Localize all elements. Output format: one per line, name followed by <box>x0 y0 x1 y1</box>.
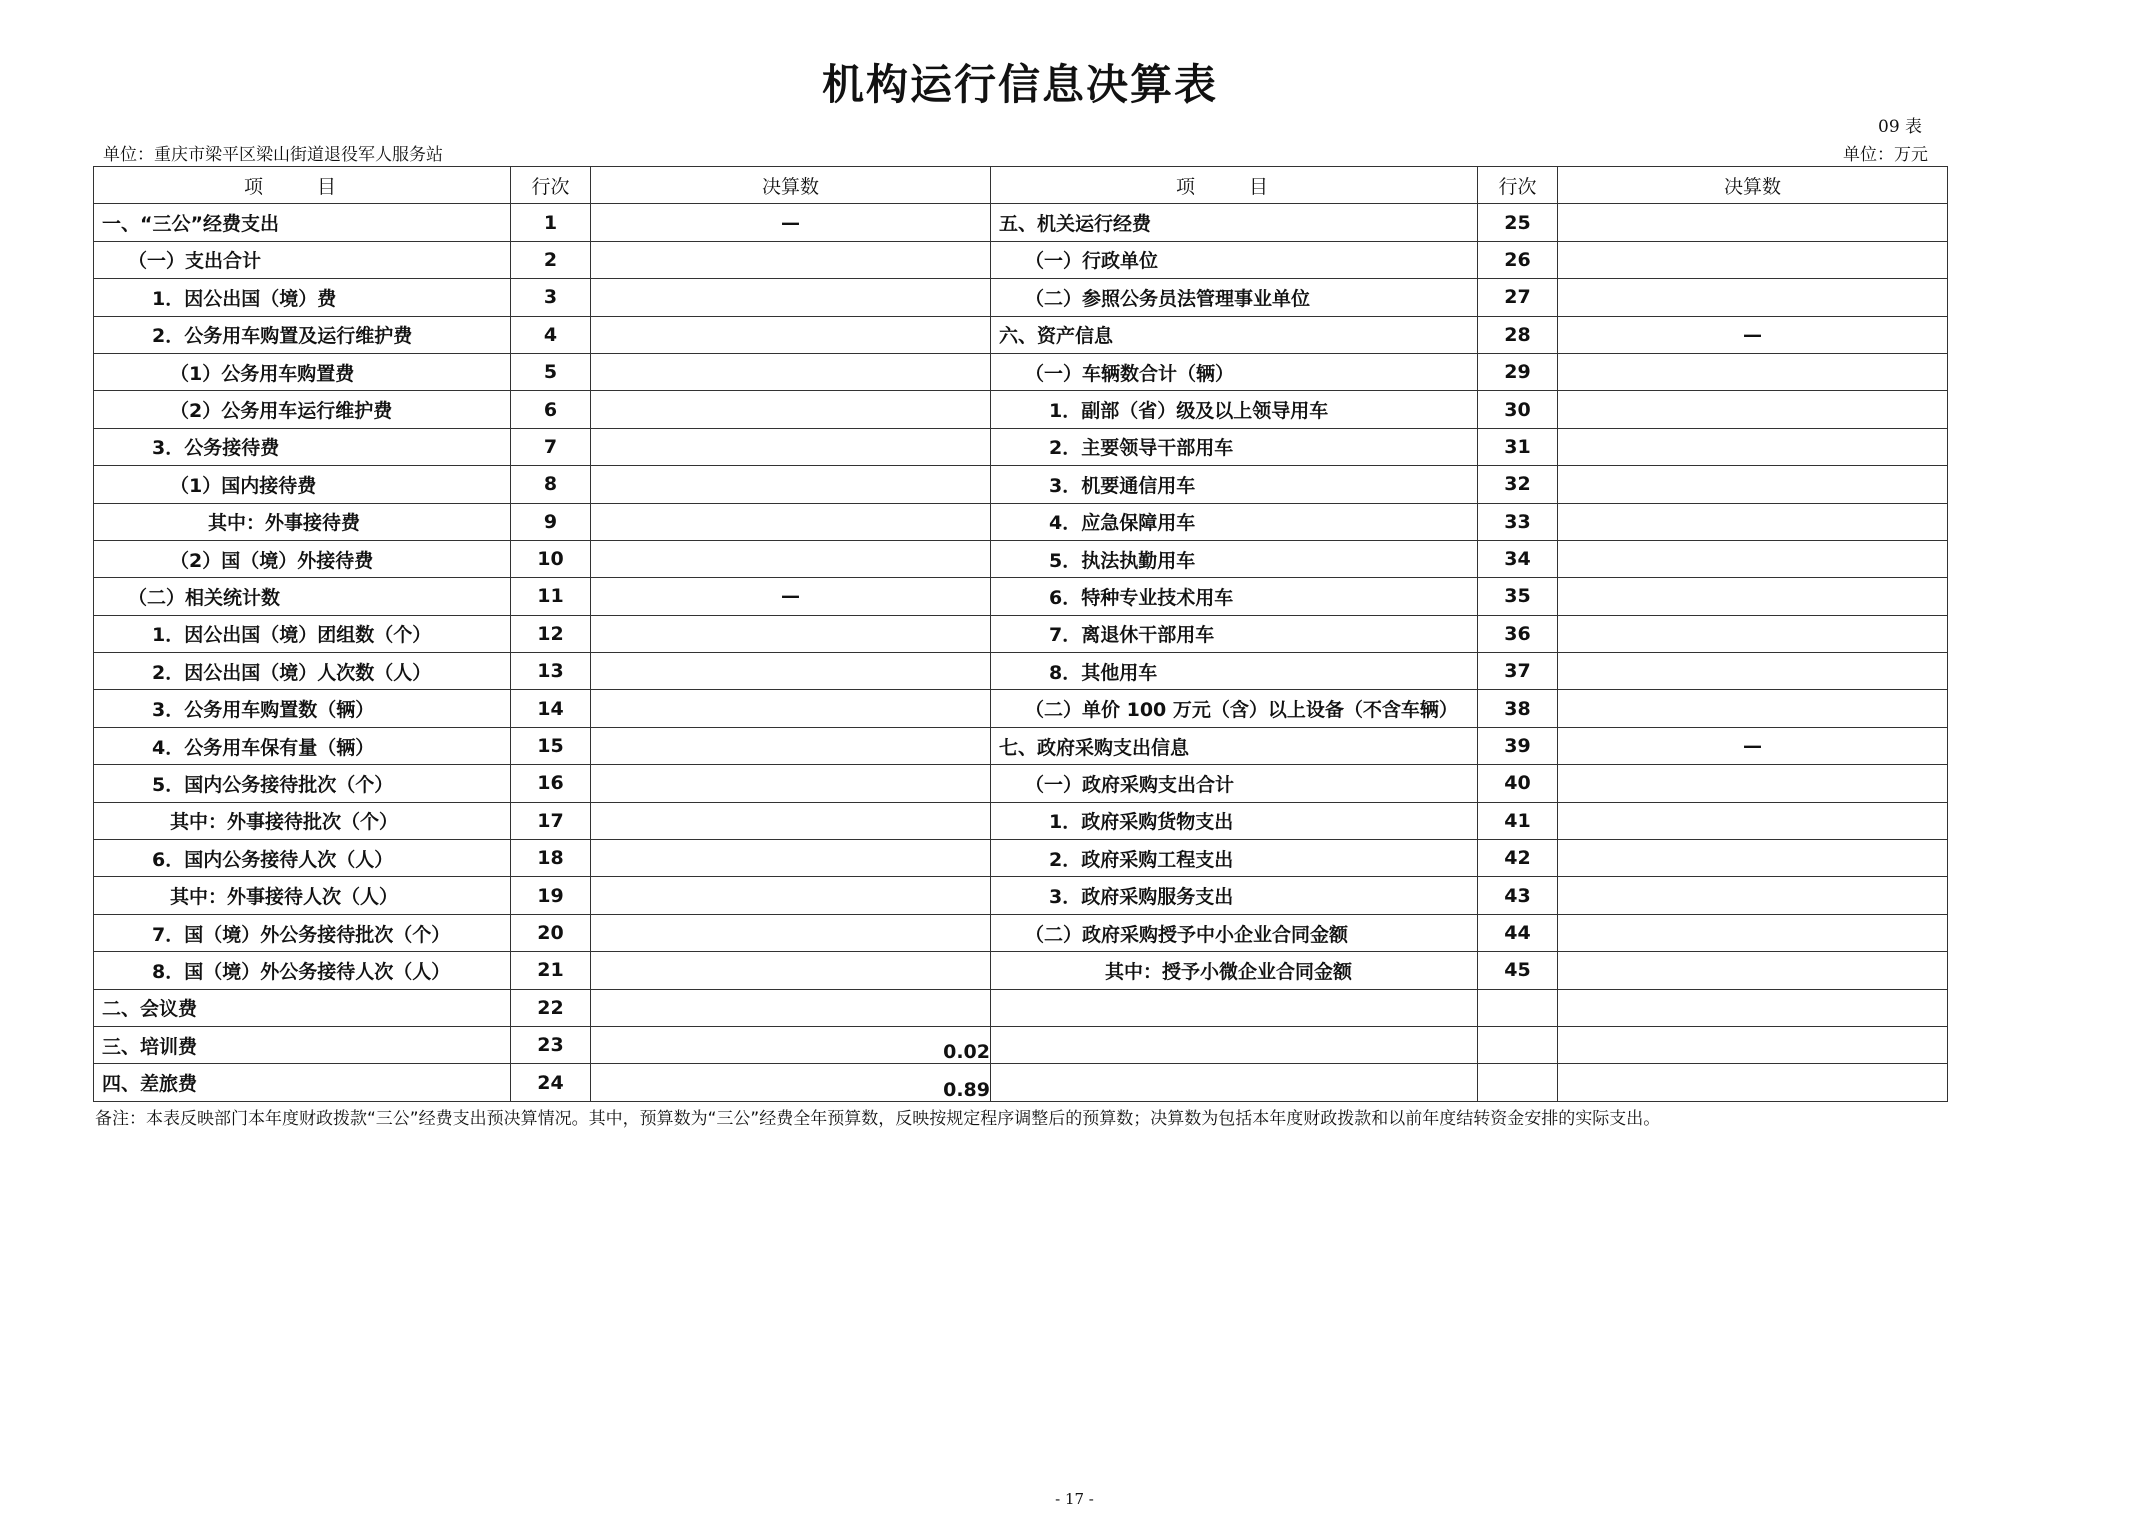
right-amount-cell <box>1558 952 1948 989</box>
left-amount-cell <box>591 615 991 652</box>
table-row <box>94 765 1948 802</box>
table-row <box>94 391 1948 428</box>
right-item-cell: 七、政府采购支出信息 <box>991 727 1478 764</box>
left-amount-cell <box>591 353 991 390</box>
table-row <box>94 204 1948 241</box>
right-row-number-cell <box>1478 989 1558 1026</box>
right-row-number-cell: 45 <box>1478 952 1558 989</box>
right-row-number-cell: 39 <box>1478 727 1558 764</box>
left-row-number-cell: 24 <box>511 1064 591 1101</box>
right-amount-cell <box>1558 353 1948 390</box>
left-row-number-cell: 16 <box>511 765 591 802</box>
right-row-number-cell: 42 <box>1478 840 1558 877</box>
right-row-number-cell: 26 <box>1478 241 1558 278</box>
right-item-cell: 1．副部（省）级及以上领导用车 <box>991 391 1478 428</box>
left-row-number-cell: 20 <box>511 914 591 951</box>
right-item-cell: 8．其他用车 <box>991 653 1478 690</box>
left-row-number-cell: 13 <box>511 653 591 690</box>
unit-organization: 单位：重庆市梁平区梁山街道退役军人服务站 <box>103 145 443 165</box>
left-item-cell: 2．公务用车购置及运行维护费 <box>94 316 511 353</box>
left-row-number-cell: 22 <box>511 989 591 1026</box>
right-item-cell: （二）政府采购授予中小企业合同金额 <box>991 914 1478 951</box>
page-number: - 17 - <box>1055 1490 1094 1508</box>
right-amount-cell <box>1558 1064 1948 1101</box>
left-amount-cell <box>591 690 991 727</box>
left-amount-cell <box>591 840 991 877</box>
right-amount-cell <box>1558 503 1948 540</box>
left-item-cell: （2）国（境）外接待费 <box>94 540 511 577</box>
left-amount-cell: — <box>591 204 991 241</box>
page-title: 机构运行信息决算表 <box>821 60 1218 109</box>
right-amount-cell <box>1558 428 1948 465</box>
left-row-number-cell: 15 <box>511 727 591 764</box>
left-row-number-cell: 9 <box>511 503 591 540</box>
right-item-cell: 3．机要通信用车 <box>991 466 1478 503</box>
right-item-cell: 2．政府采购工程支出 <box>991 840 1478 877</box>
table-row <box>94 578 1948 615</box>
left-item-cell: 其中：外事接待费 <box>94 503 511 540</box>
left-item-cell: （1）国内接待费 <box>94 466 511 503</box>
left-amount-cell <box>591 428 991 465</box>
left-row-number-cell: 1 <box>511 204 591 241</box>
left-item-cell: 1．因公出国（境）团组数（个） <box>94 615 511 652</box>
left-amount-cell <box>591 727 991 764</box>
left-row-number-cell: 12 <box>511 615 591 652</box>
left-amount-cell: 0.02 <box>591 1026 991 1063</box>
right-row-number-cell: 29 <box>1478 353 1558 390</box>
table-row <box>94 989 1948 1026</box>
right-row-number-cell: 27 <box>1478 279 1558 316</box>
right-item-cell <box>991 989 1478 1026</box>
table-row <box>94 1026 1948 1063</box>
right-amount-cell <box>1558 578 1948 615</box>
left-amount-cell <box>591 503 991 540</box>
right-item-cell: （一）车辆数合计（辆） <box>991 353 1478 390</box>
left-item-cell: 8．国（境）外公务接待人次（人） <box>94 952 511 989</box>
table-row <box>94 690 1948 727</box>
right-item-cell: 4．应急保障用车 <box>991 503 1478 540</box>
left-amount-cell: — <box>591 578 991 615</box>
right-amount-cell <box>1558 989 1948 1026</box>
table-row <box>94 653 1948 690</box>
left-amount-cell <box>591 877 991 914</box>
left-row-number-cell: 2 <box>511 241 591 278</box>
right-row-number-cell: 34 <box>1478 540 1558 577</box>
right-row-number-cell: 28 <box>1478 316 1558 353</box>
right-item-cell: 其中：授予小微企业合同金额 <box>991 952 1478 989</box>
left-item-cell: 3．公务接待费 <box>94 428 511 465</box>
left-amount-cell <box>591 765 991 802</box>
right-item-cell <box>991 1026 1478 1063</box>
table-row <box>94 466 1948 503</box>
right-row-number-cell <box>1478 1026 1558 1063</box>
right-row-number-cell: 30 <box>1478 391 1558 428</box>
left-row-number-cell: 23 <box>511 1026 591 1063</box>
table-row <box>94 877 1948 914</box>
left-item-cell: 6．国内公务接待人次（人） <box>94 840 511 877</box>
right-row-number-cell: 31 <box>1478 428 1558 465</box>
left-amount-cell <box>591 241 991 278</box>
right-row-number-cell: 44 <box>1478 914 1558 951</box>
left-amount-cell <box>591 466 991 503</box>
right-item-cell: 2．主要领导干部用车 <box>991 428 1478 465</box>
left-amount-cell <box>591 914 991 951</box>
right-amount-cell <box>1558 204 1948 241</box>
right-amount-cell <box>1558 765 1948 802</box>
left-item-cell: （2）公务用车运行维护费 <box>94 391 511 428</box>
left-item-cell: 二、会议费 <box>94 989 511 1026</box>
left-amount-cell <box>591 952 991 989</box>
left-row-number-cell: 7 <box>511 428 591 465</box>
right-amount-cell <box>1558 1026 1948 1063</box>
budget-table <box>93 166 1948 1102</box>
right-amount-cell <box>1558 690 1948 727</box>
left-row-number-cell: 8 <box>511 466 591 503</box>
left-item-cell: 7．国（境）外公务接待批次（个） <box>94 914 511 951</box>
right-amount-cell <box>1558 914 1948 951</box>
table-row <box>94 840 1948 877</box>
right-row-number-cell: 38 <box>1478 690 1558 727</box>
table-row <box>94 952 1948 989</box>
right-amount-cell <box>1558 466 1948 503</box>
table-body <box>94 204 1948 1101</box>
right-amount-cell <box>1558 840 1948 877</box>
right-item-cell: 7．离退休干部用车 <box>991 615 1478 652</box>
right-amount-cell: — <box>1558 316 1948 353</box>
right-row-number-cell: 33 <box>1478 503 1558 540</box>
header-row-left: 行次 <box>511 167 591 204</box>
header-row-right: 行次 <box>1478 167 1558 204</box>
left-row-number-cell: 11 <box>511 578 591 615</box>
left-item-cell: 1．因公出国（境）费 <box>94 279 511 316</box>
right-row-number-cell: 36 <box>1478 615 1558 652</box>
table-row <box>94 428 1948 465</box>
header-amount-right: 决算数 <box>1558 167 1948 204</box>
left-row-number-cell: 14 <box>511 690 591 727</box>
right-item-cell: 五、机关运行经费 <box>991 204 1478 241</box>
table-row <box>94 241 1948 278</box>
right-amount-cell <box>1558 653 1948 690</box>
left-item-cell: 2．因公出国（境）人次数（人） <box>94 653 511 690</box>
table-row <box>94 727 1948 764</box>
left-item-cell: 3．公务用车购置数（辆） <box>94 690 511 727</box>
left-row-number-cell: 21 <box>511 952 591 989</box>
left-row-number-cell: 4 <box>511 316 591 353</box>
left-amount-cell <box>591 316 991 353</box>
right-row-number-cell: 35 <box>1478 578 1558 615</box>
left-row-number-cell: 19 <box>511 877 591 914</box>
left-row-number-cell: 6 <box>511 391 591 428</box>
left-amount-cell <box>591 391 991 428</box>
left-row-number-cell: 10 <box>511 540 591 577</box>
left-amount-cell <box>591 540 991 577</box>
footnote: 备注：本表反映部门本年度财政拨款“三公”经费支出预决算情况。其中，预算数为“三公”经费全年预算数，反映按规定程序调整后的预算数；决算数为包括本年度财政拨款和以前年度结转资金安排的实际支出。 <box>95 1109 1661 1129</box>
table-number: 09 表 <box>1878 117 1923 137</box>
right-item-cell: （二）单价 100 万元（含）以上设备（不含车辆） <box>991 690 1478 727</box>
table-row <box>94 540 1948 577</box>
left-amount-cell: 0.89 <box>591 1064 991 1101</box>
header-item-right: 项 目 <box>991 167 1478 204</box>
right-amount-cell <box>1558 877 1948 914</box>
right-row-number-cell: 43 <box>1478 877 1558 914</box>
left-item-cell: 一、“三公”经费支出 <box>94 204 511 241</box>
table-row <box>94 615 1948 652</box>
unit-currency: 单位：万元 <box>1843 145 1928 165</box>
left-item-cell: 其中：外事接待人次（人） <box>94 877 511 914</box>
table-header-row <box>94 167 1948 204</box>
right-amount-cell <box>1558 391 1948 428</box>
left-amount-cell <box>591 653 991 690</box>
right-row-number-cell: 40 <box>1478 765 1558 802</box>
table-row <box>94 914 1948 951</box>
table-row <box>94 802 1948 839</box>
left-amount-cell <box>591 279 991 316</box>
right-item-cell: （二）参照公务员法管理事业单位 <box>991 279 1478 316</box>
right-item-cell: 6．特种专业技术用车 <box>991 578 1478 615</box>
left-item-cell: （1）公务用车购置费 <box>94 353 511 390</box>
right-row-number-cell <box>1478 1064 1558 1101</box>
right-amount-cell <box>1558 802 1948 839</box>
table-row <box>94 279 1948 316</box>
right-amount-cell <box>1558 540 1948 577</box>
table-row <box>94 503 1948 540</box>
right-row-number-cell: 37 <box>1478 653 1558 690</box>
left-item-cell: 4．公务用车保有量（辆） <box>94 727 511 764</box>
right-amount-cell <box>1558 615 1948 652</box>
right-item-cell: 1．政府采购货物支出 <box>991 802 1478 839</box>
left-row-number-cell: 3 <box>511 279 591 316</box>
right-item-cell: 六、资产信息 <box>991 316 1478 353</box>
right-amount-cell <box>1558 241 1948 278</box>
left-item-cell: 三、培训费 <box>94 1026 511 1063</box>
header-amount-left: 决算数 <box>591 167 991 204</box>
right-item-cell: 3．政府采购服务支出 <box>991 877 1478 914</box>
table-row <box>94 1064 1948 1101</box>
left-row-number-cell: 18 <box>511 840 591 877</box>
left-item-cell: 其中：外事接待批次（个） <box>94 802 511 839</box>
table-row <box>94 353 1948 390</box>
left-item-cell: （二）相关统计数 <box>94 578 511 615</box>
left-amount-cell <box>591 802 991 839</box>
right-amount-cell <box>1558 279 1948 316</box>
header-item-left: 项 目 <box>94 167 511 204</box>
left-item-cell: 四、差旅费 <box>94 1064 511 1101</box>
right-row-number-cell: 25 <box>1478 204 1558 241</box>
right-item-cell: （一）行政单位 <box>991 241 1478 278</box>
right-row-number-cell: 32 <box>1478 466 1558 503</box>
right-item-cell: （一）政府采购支出合计 <box>991 765 1478 802</box>
left-amount-cell <box>591 989 991 1026</box>
left-item-cell: 5．国内公务接待批次（个） <box>94 765 511 802</box>
right-amount-cell: — <box>1558 727 1948 764</box>
left-item-cell: （一）支出合计 <box>94 241 511 278</box>
left-row-number-cell: 5 <box>511 353 591 390</box>
right-item-cell: 5．执法执勤用车 <box>991 540 1478 577</box>
right-row-number-cell: 41 <box>1478 802 1558 839</box>
table-row <box>94 316 1948 353</box>
right-item-cell <box>991 1064 1478 1101</box>
left-row-number-cell: 17 <box>511 802 591 839</box>
